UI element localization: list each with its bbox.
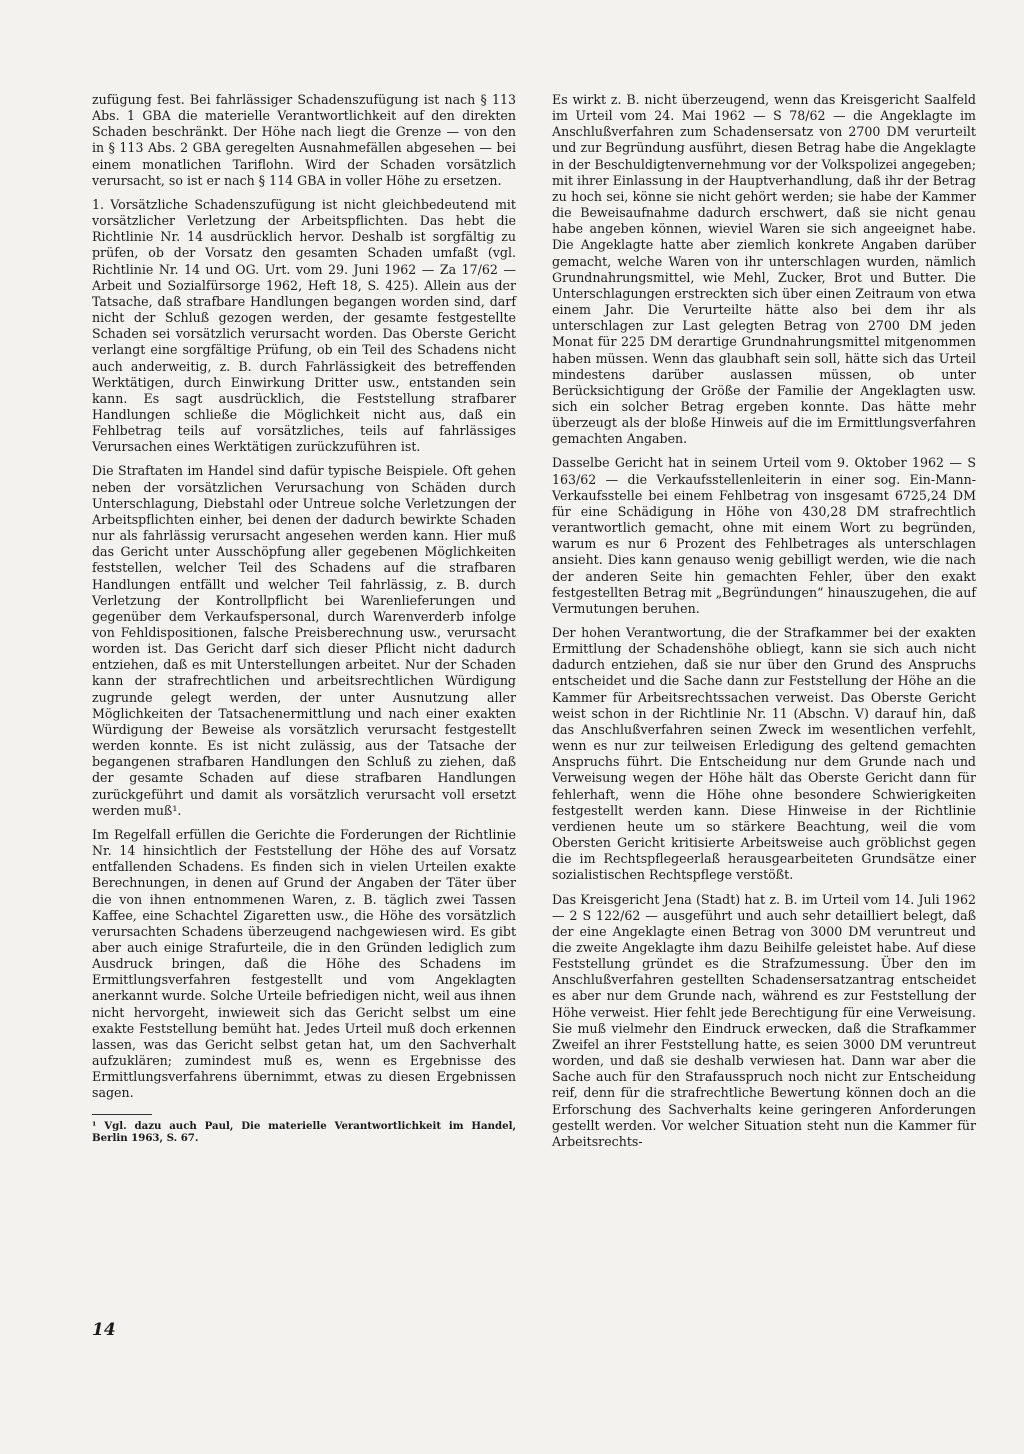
left-column (92, 92, 516, 1153)
paragraph: Es wirkt z. B. nicht überzeugend, wenn das Kreisgericht Saalfeld im Urteil vom 24. Mai 1962 — S 78/62 — die Angeklagte im Anschlußverfahren zum Schadensersatz von 2700 DM verurteilt und zur Begründung ausführt, diesen Betrag habe die Angeklagte in der Beschuldigtenvernehmung vor der Volkspolizei angegeben; mit ihrer Einlassung in der Hauptverhandlung, daß ihr der Betrag zu hoch sei, könne sie nicht gehört werden; sie habe der Kammer die Beweisaufnahme dadurch erschwert, daß sie nicht genau habe angeben können, wieviel Waren sie sich angeeignet habe. Die Angeklagte hatte aber ziemlich konkrete Angaben darüber gemacht, welche Waren von ihr unterschlagen wurden, nämlich Grundnahrungsmittel, wie Mehl, Zucker, Brot und Butter. Die Unterschlagungen erstreckten sich über einen Zeitraum von etwa einem Jahr. Die Verurteilte hätte also bei dem ihr als unterschlagen zur Last gelegten Betrag von 2700 DM jeden Monat für 225 DM derartige Grundnahrungsmittel mitgenommen haben müssen. Wenn das glaubhaft sein soll, hätte sich das Urteil mindestens darüber auslassen müssen, ob unter Berücksichtigung der Größe der Familie der Angeklagten usw. sich ein solcher Betrag ergeben konnte. Das hätte mehr überzeugt als der bloße Hinweis auf die im Ermittlungsverfahren gemachten Angaben. (552, 92, 976, 447)
right-column (552, 92, 976, 1158)
paragraph: Die Straftaten im Handel sind dafür typische Beispiele. Oft gehen neben der vorsätzlichen Verursachung von Schäden durch Unterschlagung, Diebstahl oder Untreue solche Verletzungen der Arbeitspflichten einher, bei denen der dadurch bewirkte Schaden nur als fahrlässig verursacht angesehen werden kann. Hier muß das Gericht unter Ausschöpfung aller gegebenen Möglichkeiten feststellen, welcher Teil des Schadens auf die strafbaren Handlungen entfällt und welcher Teil fahrlässig, z. B. durch Verletzung der Kontrollpflicht bei Warenlieferungen und gegenüber dem Verkaufspersonal, durch Warenverderb infolge von Fehldispositionen, falsche Preisberechnung usw., verursacht worden ist. Das Gericht darf sich dieser Pflicht nicht dadurch entziehen, daß es mit Unterstellungen arbeitet. Nur der Schaden kann der strafrechtlichen und arbeitsrechtlichen Würdigung zugrunde gelegt werden, der unter Ausnutzung aller Möglichkeiten der Tatsachenermittlung und nach einer exakten Würdigung der Beweise als vorsätzlich verursacht festgestellt werden konnte. Es ist nicht zulässig, aus der Tatsache der begangenen strafbaren Handlungen den Schluß zu ziehen, daß der gesamte Schaden auf diese strafbaren Handlungen zurückgeführt und damit als vorsätzlich verursacht voll ersetzt werden muß¹. (92, 463, 516, 818)
footnote: ¹ Vgl. dazu auch Paul, Die materielle Verantwortlichkeit im Handel, Berlin 1963, S. 67. (92, 1119, 516, 1145)
paragraph: Das Kreisgericht Jena (Stadt) hat z. B. im Urteil vom 14. Juli 1962 — 2 S 122/62 — ausgeführt und auch sehr detailliert belegt, daß der eine Angeklagte einen Betrag von 3000 DM veruntreut und die zweite Angeklagte ihm dazu Beihilfe geleistet habe. Auf diese Feststellung gründet es die Strafzumessung. Über den im Anschlußverfahren gestellten Schadensersatzantrag entscheidet es aber nur dem Grunde nach, während es zur Feststellung der Höhe verweist. Hier fehlt jede Berechtigung für eine Verweisung. Sie muß vielmehr den Eindruck erwecken, daß die Strafkammer Zweifel an ihrer Feststellung hatte, es seien 3000 DM veruntreut worden, und daß sie deshalb verwiesen hat. Dann war aber die Sache auch für den Strafausspruch noch nicht zur Entscheidung reif, denn für die strafrechtliche Bewertung können doch an die Erforschung des Sachverhalts keine geringeren Anforderungen gestellt werden. Vor welcher Situation steht nun die Kammer für Arbeitsrechts- (552, 891, 976, 1149)
page-number: 14 (92, 1320, 116, 1340)
paragraph: zufügung fest. Bei fahrlässiger Schadenszufügung ist nach § 113 Abs. 1 GBA die materielle Verantwortlichkeit auf den direkten Schaden beschränkt. Der Höhe nach liegt die Grenze — von den in § 113 Abs. 2 GBA geregelten Ausnahmefällen abgesehen — bei einem monatlichen Tariflohn. Wird der Schaden vorsätzlich verursacht, so ist er nach § 114 GBA in voller Höhe zu ersetzen. (92, 92, 516, 188)
paragraph: Im Regelfall erfüllen die Gerichte die Forderungen der Richtlinie Nr. 14 hinsichtlich der Feststellung der Höhe des auf Vorsatz entfallenden Schadens. Es finden sich in vielen Urteilen exakte Berechnungen, in denen auf Grund der Angaben der Täter über die von ihnen entnommenen Waren, z. B. täglich zwei Tassen Kaffee, eine Schachtel Zigaretten usw., die Höhe des vorsätzlich verursachten Schadens überzeugend nachgewiesen wird. Es gibt aber auch einige Strafurteile, die in den Gründen lediglich zum Ausdruck bringen, daß die Höhe des Schadens im Ermittlungsverfahren festgestellt und vom Angeklagten anerkannt wurde. Solche Urteile befriedigen nicht, weil aus ihnen nicht hervorgeht, inwieweit sich das Gericht selbst um eine exakte Feststellung bemüht hat. Jedes Urteil muß doch erkennen lassen, was das Gericht selbst getan hat, um den Sachverhalt aufzuklären; zumindest muß es, wenn es Ergebnisse des Ermittlungsverfahrens übernimmt, etwas zu diesen Ergebnissen sagen. (92, 826, 516, 1101)
paragraph: Der hohen Verantwortung, die der Strafkammer bei der exakten Ermittlung der Schadenshöhe obliegt, kann sie sich auch nicht dadurch entziehen, daß sie nur über den Grund des Anspruchs entscheidet und die Sache dann zur Feststellung der Höhe an die Kammer für Arbeitsrechtssachen verweist. Das Oberste Gericht weist schon in der Richtlinie Nr. 11 (Abschn. V) darauf hin, daß das Anschlußverfahren seinen Zweck im wesentlichen verfehlt, wenn es nur zur teilweisen Erledigung des geltend gemachten Anspruchs führt. Die Entscheidung nur dem Grunde nach und Verweisung wegen der Höhe hält das Oberste Gericht dann für fehlerhaft, wenn die Höhe ohne besondere Schwierigkeiten festgestellt werden kann. Diese Hinweise in der Richtlinie verdienen heute um so stärkere Beachtung, weil die vom Obersten Gericht kritisierte Arbeitsweise auch gröblichst gegen die im Rechtspflegeerlaß herausgearbeiteten Grundsätze einer sozialistischen Rechtspflege verstößt. (552, 625, 976, 883)
paragraph: Dasselbe Gericht hat in seinem Urteil vom 9. Oktober 1962 — S 163/62 — die Verkaufsstellenleiterin in einer sog. Ein-Mann-Verkaufsstelle bei einem Fehlbetrag von insgesamt 6725,24 DM für eine Schädigung in Höhe von 430,28 DM strafrechtlich verantwortlich gemacht, ohne mit einem Wort zu begründen, warum es nur 6 Prozent des Fehlbetrages als unterschlagen ansieht. Dies kann genauso wenig gebilligt werden, wie die nach der anderen Seite hin gemachten Fehler, über den exakt festgestellten Betrag mit „Begründungen“ hinauszugehen, die auf Vermutungen beruhen. (552, 455, 976, 616)
footnote-divider (92, 1114, 152, 1115)
paragraph: 1. Vorsätzliche Schadenszufügung ist nicht gleichbedeutend mit vorsätzlicher Verletzung der Arbeitspflichten. Das hebt die Richtlinie Nr. 14 ausdrücklich hervor. Deshalb ist sorgfältig zu prüfen, ob der Vorsatz den gesamten Schaden umfaßt (vgl. Richtlinie Nr. 14 und OG. Urt. vom 29. Juni 1962 — Za 17/62 — Arbeit und Sozialfürsorge 1962, Heft 18, S. 425). Allein aus der Tatsache, daß strafbare Handlungen begangen worden sind, darf nicht der Schluß gezogen werden, der gesamte festgestellte Schaden sei vorsätzlich verursacht worden. Das Oberste Gericht verlangt eine sorgfältige Prüfung, ob ein Teil des Schadens nicht auch anderweitig, z. B. durch Fahrlässigkeit des betreffenden Werktätigen, durch Einwirkung Dritter usw., entstanden sein kann. Es sagt ausdrücklich, die Feststellung strafbarer Handlungen schließe die Möglichkeit nicht aus, daß ein Fehlbetrag teils auf vorsätzliches, teils auf fahrlässiges Verursachen eines Werktätigen zurückzuführen ist. (92, 196, 516, 455)
